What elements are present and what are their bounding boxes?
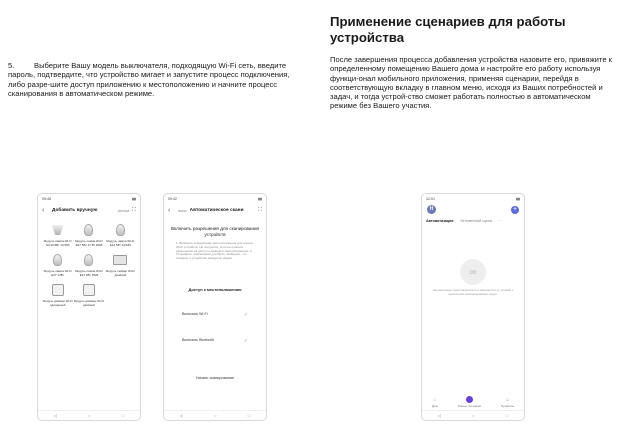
phone-screenshot-add-manually [37,193,141,421]
device-item[interactable]: Модуль лампа Wi-Fi E27 5Вт 17 Вт RGB [73,221,104,247]
nav-back-icon[interactable]: ◁ [437,413,441,418]
bottom-tab-bar [422,396,524,408]
nav-home-icon[interactable]: ○ [88,413,91,418]
more-icon[interactable]: ··· [498,218,503,223]
tab-automation[interactable]: Автоматизация [426,218,454,223]
device-grid [38,218,140,310]
profile-icon: ☺ [504,397,511,403]
back-label[interactable]: www [178,208,187,213]
scenes-icon [466,396,473,403]
screen-title: Добавить вручную [52,208,98,213]
permission-heading: Включить разрешения для сканирования устройств [170,226,260,237]
scan-icon[interactable]: ⛶ [132,207,136,213]
scenario-tabs [422,216,524,225]
phone-screenshot-auto-scan [163,193,267,421]
switch-module-icon [113,255,127,265]
tab-instant-scene[interactable]: Мгновенный сцена [460,218,492,223]
nav-home-icon[interactable]: ○ [472,413,475,418]
home-icon: ⌂ [433,397,437,403]
status-bar [38,194,140,203]
system-nav-bar [38,410,140,420]
device-item[interactable]: Модуль лампа Wi-Fi GU10 5Вт 12/180 [42,221,73,247]
step-number: 5. [8,61,15,70]
device-item[interactable]: Модуль лампа Wi-Fi E27 12Вт [42,251,73,277]
empty-state-note: Автоматизация будет включаться в зависимости от условий и выполнения запланированных задач. [432,288,514,296]
wifi-row[interactable] [164,312,266,318]
status-time: 09:48 [42,196,51,201]
battery-icon: ▮▮ [516,196,520,201]
nav-back-icon[interactable]: ◁ [53,413,57,418]
dimmer-icon [83,284,95,296]
scan-icon[interactable]: ⛶ [258,207,262,213]
nav-recent-icon[interactable]: □ [121,413,125,418]
check-icon: ✓ [243,311,248,318]
dimmer-icon [52,284,64,296]
add-icon[interactable]: + [512,205,518,213]
section-heading: Применение сценариев для работы устройства [330,14,566,45]
battery-icon: ▮▮ [258,196,262,201]
bulb-icon [84,254,93,266]
device-item[interactable]: Модуль диммер Wi-Fi одинарный [42,281,73,307]
step-description: Выберите Вашу модель выключателя, подходящую Wi-Fi сеть, введите пароль, подтвердите, что устройство мигает и запустите процесс подключения, либо разре-шите доступ приложению к местоположению и начните процесс сканирования в автоматическом режиме. [8,61,290,98]
auto-tab[interactable]: Автом [117,208,130,213]
device-item[interactable]: Модуль таймер Wi-Fi двойной [105,251,136,277]
status-time: 12:01 [426,196,435,201]
nav-smart-scenes[interactable]: Умные сценарии [458,396,481,408]
app-top-bar [164,203,266,218]
device-item[interactable]: Модуль лампа Wi-Fi E27 9Вт RGB [73,251,104,277]
device-item[interactable]: Модуль лампа Wi-Fi E14 5Вт 12/180 [105,221,136,247]
device-item[interactable]: Модуль диммер Wi-Fi двойной [73,281,104,307]
start-scan-button[interactable]: Начать сканирование [195,375,235,380]
scenarios-section [330,14,612,111]
bluetooth-label: Включить Bluetooth [182,337,215,342]
back-arrow-icon[interactable]: ‹ [168,207,171,214]
step-5-text [8,61,298,98]
app-top-bar [38,203,140,218]
nav-home-icon[interactable]: ○ [214,413,217,418]
spotlight-icon [52,225,64,235]
screen-title: Автоматическое скани [189,208,244,213]
nav-recent-icon[interactable]: □ [505,413,509,418]
bluetooth-row[interactable] [164,338,266,344]
bulb-icon [116,224,125,236]
status-time: 09:42 [168,196,177,201]
nav-home[interactable]: ⌂ Дом [431,397,438,408]
bulb-icon [84,224,93,236]
phone-screenshot-automation [421,193,525,421]
permission-note: 1. Включить определение местоположения для поиска Wi-Fi устройств. Не получится, если не приняли разрешения на доступ к данным о местоположении. 2. Установите, разрешение для Wi-Fi, проверьте, что телефон и устройство находятся рядом. [176,241,253,261]
check-icon: ✓ [243,337,248,344]
battery-icon: ▮▮ [132,196,136,201]
system-nav-bar [422,410,524,420]
status-bar [164,194,266,203]
nav-profile[interactable]: ☺ Профиль [501,397,514,408]
nav-back-icon[interactable]: ◁ [179,413,183,418]
avatar[interactable]: H [427,205,436,214]
system-nav-bar [164,410,266,420]
bulb-icon [53,254,62,266]
wifi-label: Включить Wi-Fi [182,311,208,316]
nav-recent-icon[interactable]: □ [247,413,251,418]
back-arrow-icon[interactable]: ‹ [42,207,45,214]
section-body: После завершения процесса добавления устройства назовите его, привяжите к определенному помещению Вашего дома и настройте его работу используя функци-онал мобильного приложения, применяя сценарии, перейдя в соответствующую вкладку в главном меню, исходя из Ваших потребностей и задач, и тогда устрой-ство сможет работать полностью в автоматическом режиме без Вашего участия. [330,55,612,111]
location-access-label[interactable]: Доступ к местоположению [188,286,242,292]
status-bar [422,194,524,203]
empty-state-icon: ∞ [460,259,486,285]
app-header [422,203,524,216]
